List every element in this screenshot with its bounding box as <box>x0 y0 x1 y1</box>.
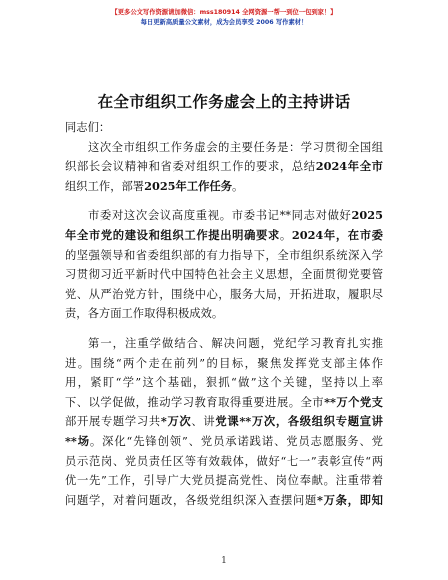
text-segment: 。 <box>232 179 244 193</box>
text-segment: 党、从严治党方针，围绕中心，服务大局，开拓进取，履职尽 <box>65 287 383 301</box>
salutation: 同志们： <box>65 121 111 134</box>
text-segment: 进。围绕“两个走在前列”的目标，聚焦发挥党支部主体作 <box>65 356 383 370</box>
bold-text: **场 <box>65 433 90 448</box>
promo-line: 每日更新高质量公文素材，成为会员享受 2006 写作素材！ <box>140 19 308 26</box>
text-segment: 。 <box>279 228 292 242</box>
document-body <box>65 118 383 510</box>
text-line <box>65 304 383 324</box>
text-segment: 这次全市组织工作务虚会的主要任务是：学习贯彻全国组 <box>88 140 383 154</box>
bold-text: 2024年，在市委 <box>291 227 383 242</box>
text-segment: 。深化“先锋创领”、党员承诺践诺、党员志愿服务、党 <box>89 434 383 448</box>
bold-text: 2025 <box>351 208 383 223</box>
promo-line: 【更多公文写作资源请加微信：mss180914 全网资源一帮一到位一包到家！】 <box>111 9 337 16</box>
text-line <box>65 206 383 226</box>
text-line <box>65 138 383 158</box>
text-line <box>65 177 383 197</box>
bold-text: *万条 <box>317 492 348 507</box>
text-segment: 、讲 <box>191 415 216 429</box>
text-segment: 部开展专题学习共 <box>65 415 161 429</box>
text-line <box>65 334 383 354</box>
text-segment: 责，各方面工作取得积极成效。 <box>65 307 224 321</box>
bold-text: 2024年全市 <box>315 159 383 174</box>
paragraph-gap <box>65 196 383 206</box>
document-title: 在全市组织工作务虚会上的主持讲话 <box>97 93 351 111</box>
text-line <box>65 246 383 266</box>
text-line <box>65 471 383 491</box>
bold-text: 党课**万次 <box>215 414 276 429</box>
bold-text: **万个党支 <box>324 394 383 409</box>
bold-text: 年全市党的建设和组织工作提出明确要求 <box>65 227 280 242</box>
page-number: 1 <box>221 556 227 566</box>
text-segment: 第一，注重学做结合、解决问题，党纪学习教育扎实推 <box>88 336 383 350</box>
text-segment: 市委对这次会议高度重视。市委书记**同志对做好 <box>88 209 352 223</box>
text-segment: 下、以学促做，推动学习教育取得重要进展。全市 <box>65 395 325 409</box>
bold-text: *万次 <box>160 414 192 429</box>
text-segment: 员示范岗、党员责任区等有效载体，做好“七一”表彰宣传“两 <box>65 454 383 468</box>
text-line <box>65 412 383 432</box>
text-line <box>65 226 383 246</box>
text-segment: 用，紧盯“学”这个基础，狠抓“做”这个关键，坚持以上率 <box>65 376 383 390</box>
text-line <box>65 452 383 472</box>
text-segment: 习贯彻习近平新时代中国特色社会主义思想，全面贯彻党要管 <box>65 268 383 282</box>
text-segment: 问题学，对着问题改，各级党组织深入查摆问题 <box>65 493 318 507</box>
text-line <box>65 285 383 305</box>
paragraph-gap <box>65 324 383 334</box>
text-line <box>65 265 383 285</box>
text-line <box>65 393 383 413</box>
bold-text: ，即知 <box>347 492 383 507</box>
text-segment: 的坚强领导和省委组织部的有力指导下，全市组织系统深入学 <box>65 248 383 262</box>
promo-banner <box>0 8 448 28</box>
text-segment: 织部长会议精神和省委对组织工作的要求，总结 <box>65 160 316 174</box>
bold-text: ，各级组织专题宣讲 <box>275 414 383 429</box>
bold-text: 2025年工作任务 <box>144 178 233 193</box>
text-segment: 组织工作，部署 <box>65 179 145 193</box>
text-line <box>65 373 383 393</box>
text-line <box>65 157 383 177</box>
text-line <box>65 354 383 374</box>
text-line <box>65 491 383 511</box>
text-segment: 优一先”工作，引导广大党员提高党性、岗位奉献。注重带着 <box>65 474 383 488</box>
text-line <box>65 432 383 452</box>
